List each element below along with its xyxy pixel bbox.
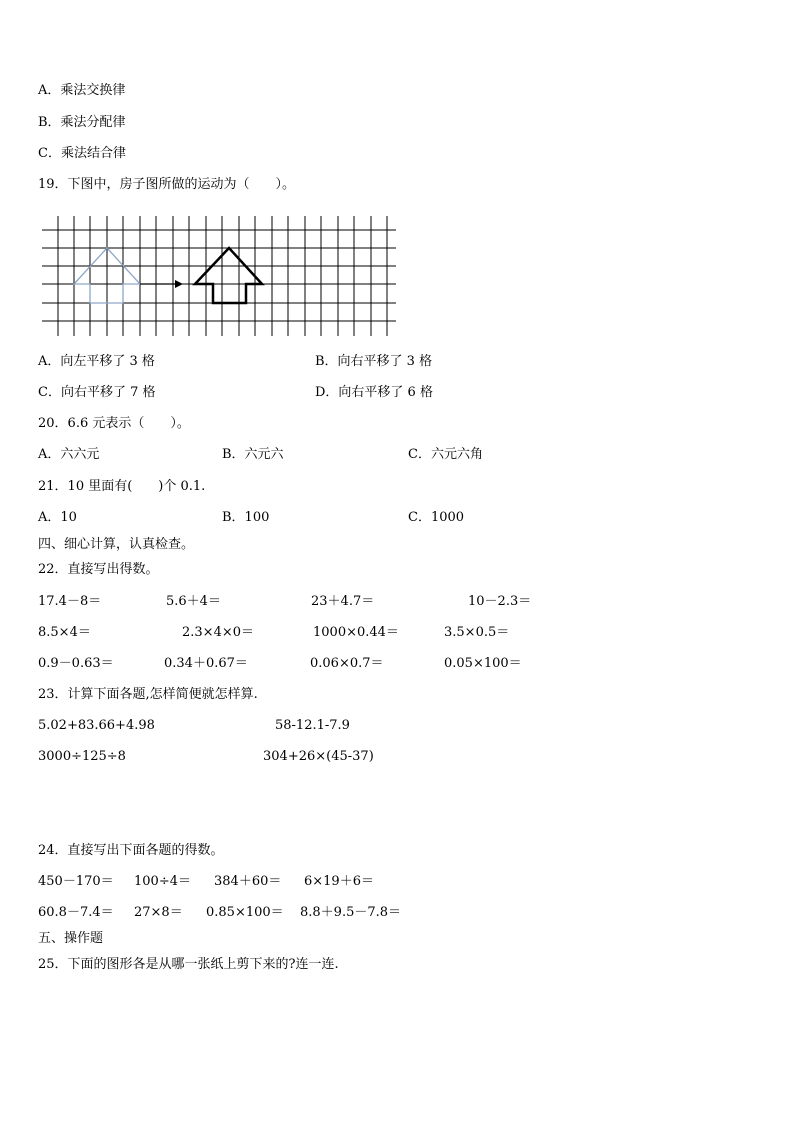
q24-item: 0.85×100＝ bbox=[206, 905, 284, 920]
q22-item: 8.5×4＝ bbox=[38, 625, 91, 640]
q24-item: 8.8＋9.5－7.8＝ bbox=[300, 905, 402, 920]
q19-option-d: D．向右平移了 6 格 bbox=[315, 385, 433, 400]
q22-item: 1000×0.44＝ bbox=[313, 625, 399, 640]
q20-option-b: B．六元六 bbox=[222, 447, 284, 462]
q19-option-c: C．向右平移了 7 格 bbox=[38, 385, 156, 400]
q23-item: 3000÷125÷8 bbox=[38, 749, 126, 764]
q18-option-b: B．乘法分配律 bbox=[38, 115, 126, 130]
q24-item: 27×8＝ bbox=[134, 905, 183, 920]
q18-option-a: A．乘法交换律 bbox=[38, 83, 126, 98]
q23-item: 304+26×(45-37) bbox=[263, 749, 374, 764]
moved-house-outline bbox=[195, 248, 262, 303]
q22-item: 0.05×100＝ bbox=[444, 656, 522, 671]
q23-item: 58-12.1-7.9 bbox=[275, 718, 350, 733]
q20-option-c: C．六元六角 bbox=[408, 447, 483, 462]
q24-item: 384＋60＝ bbox=[214, 874, 282, 889]
q24-stem: 24．直接写出下面各题的得数。 bbox=[38, 843, 224, 858]
q22-item: 2.3×4×0＝ bbox=[182, 625, 255, 640]
q23-stem: 23．计算下面各题,怎样简便就怎样算. bbox=[38, 687, 258, 702]
q22-item: 10－2.3＝ bbox=[468, 594, 532, 609]
q19-option-b: B．向右平移了 3 格 bbox=[315, 354, 433, 369]
q20-option-a: A．六六元 bbox=[38, 447, 100, 462]
translation-grid-figure bbox=[42, 214, 396, 340]
q22-item: 0.06×0.7＝ bbox=[310, 656, 384, 671]
translation-arrow bbox=[140, 280, 183, 288]
q18-option-c: C．乘法结合律 bbox=[38, 146, 126, 161]
q22-item: 17.4－8＝ bbox=[38, 594, 102, 609]
q25-stem: 25．下面的图形各是从哪一张纸上剪下来的?连一连. bbox=[38, 957, 339, 972]
q21-option-c: C．1000 bbox=[408, 510, 465, 525]
section-5-heading: 五、操作题 bbox=[38, 931, 104, 946]
q23-item: 5.02+83.66+4.98 bbox=[38, 718, 155, 733]
q19-option-a: A．向左平移了 3 格 bbox=[38, 354, 155, 369]
q24-item: 450－170＝ bbox=[38, 874, 114, 889]
section-4-heading: 四、细心计算，认真检查。 bbox=[38, 537, 195, 552]
q21-stem: 21．10 里面有( )个 0.1. bbox=[38, 479, 206, 494]
q24-item: 6×19＋6＝ bbox=[304, 874, 374, 889]
q22-stem: 22．直接写出得数。 bbox=[38, 562, 159, 577]
q22-item: 0.9－0.63＝ bbox=[38, 656, 114, 671]
q22-item: 0.34＋0.67＝ bbox=[164, 656, 248, 671]
q22-item: 5.6＋4＝ bbox=[166, 594, 221, 609]
q22-item: 3.5×0.5＝ bbox=[444, 625, 510, 640]
q21-option-a: A．10 bbox=[38, 510, 77, 525]
q21-option-b: B．100 bbox=[222, 510, 270, 525]
q20-stem: 20．6.6 元表示（ ）。 bbox=[38, 416, 190, 431]
q24-item: 100÷4＝ bbox=[134, 874, 191, 889]
q22-item: 23＋4.7＝ bbox=[311, 594, 375, 609]
q24-item: 60.8－7.4＝ bbox=[38, 905, 114, 920]
q19-stem: 19．下图中，房子图所做的运动为（ ）。 bbox=[38, 177, 296, 192]
grid-lines bbox=[42, 216, 396, 336]
